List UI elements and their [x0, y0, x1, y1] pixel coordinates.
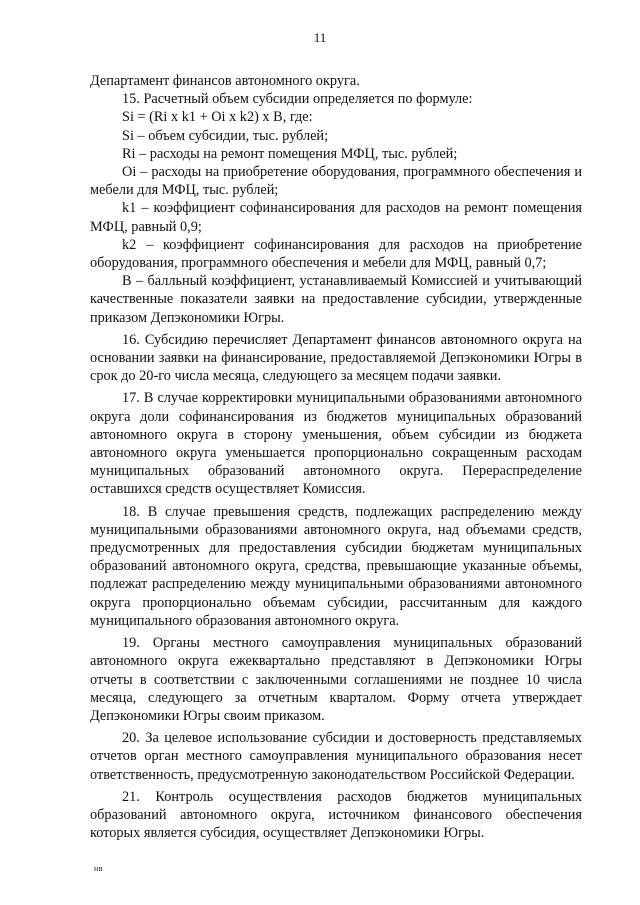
paragraph-15: 15. Расчетный объем субсидии определяется по формуле:	[122, 91, 473, 108]
definition-k1: k1 – коэффициент софинансирования для расходов на ремонт помещения МФЦ, равный 0,9;	[90, 200, 582, 235]
paragraph-21: 21. Контроль осуществления расходов бюджетов муниципальных образований автономного округа, источником финансового обеспечения которых является субсидия, осуществляет Депэкономики Югры.	[90, 788, 582, 842]
paragraph-18: 18. В случае превышения средств, подлежащих распределению между муниципальными образованиями автономного округа, над объемами средств, предусмотренных для предоставления субсидии бюджетам муниципальных образований автономного округа, средства, превышающие указанные объемы, подлежат распределению между муниципальными образованиями автономного округа пропорционально объемам субсидии, рассчитанным для каждого муниципального образования автономного округа.	[90, 503, 582, 629]
definition-oi: Oi – расходы на приобретение оборудования, программного обеспечения и мебели для МФЦ, тыс. рублей;	[90, 164, 582, 199]
paragraph-16: 16. Субсидию перечисляет Департамент финансов автономного округа на основании заявки на финансирование, предоставляемой Депэкономики Югры в срок до 20-го числа месяца, следующего за месяцем подачи заявки.	[90, 331, 582, 385]
footer-code: нв	[94, 864, 104, 873]
paragraph-20: 20. За целевое использование субсидии и достоверность представляемых отчетов орган местного самоуправления муниципального образования несет ответственность, предусмотренную законодательством Российской Федерации.	[90, 730, 582, 783]
paragraph-continuation: Департамент финансов автономного округа.	[90, 73, 360, 89]
paragraph-19: 19. Органы местного самоуправления муниципальных образований автономного округа ежеквартально представляют в Депэкономики Югры отчеты в соответствии с заключенными соглашениями не позднее 10 числа месяца, следующего за отчетным кварталом. Форму отчета утверждает Депэкономики Югры своим приказом.	[90, 635, 582, 724]
definition-si: Si – объем субсидии, тыс. рублей;	[122, 127, 329, 144]
definition-k2: k2 – коэффициент софинансирования для расходов на приобретение оборудования, программного обеспечения и мебели для МФЦ, равный 0,7;	[90, 236, 582, 272]
document-body	[90, 72, 582, 842]
definition-b: B – балльный коэффициент, устанавливаемый Комиссией и учитывающий качественные показатели заявки на предоставление субсидии, утвержденные приказом Депэкономики Югры.	[90, 273, 582, 326]
paragraph-17: 17. В случае корректировки муниципальными образованиями автономного округа доли софинансирования из бюджетов муниципальных образований автономного округа в сторону уменьшения, объем субсидии из бюджета автономного округа уменьшается пропорционально сокращенным расходам муниципальных образований автономного округа. Перераспределение оставшихся средств осуществляет Комиссия.	[90, 390, 582, 498]
definition-ri: Ri – расходы на ремонт помещения МФЦ, тыс. рублей;	[122, 145, 458, 162]
page-number: 11	[313, 30, 327, 45]
formula-line: Si = (Ri x k1 + Oi x k2) x B, где:	[122, 109, 313, 126]
